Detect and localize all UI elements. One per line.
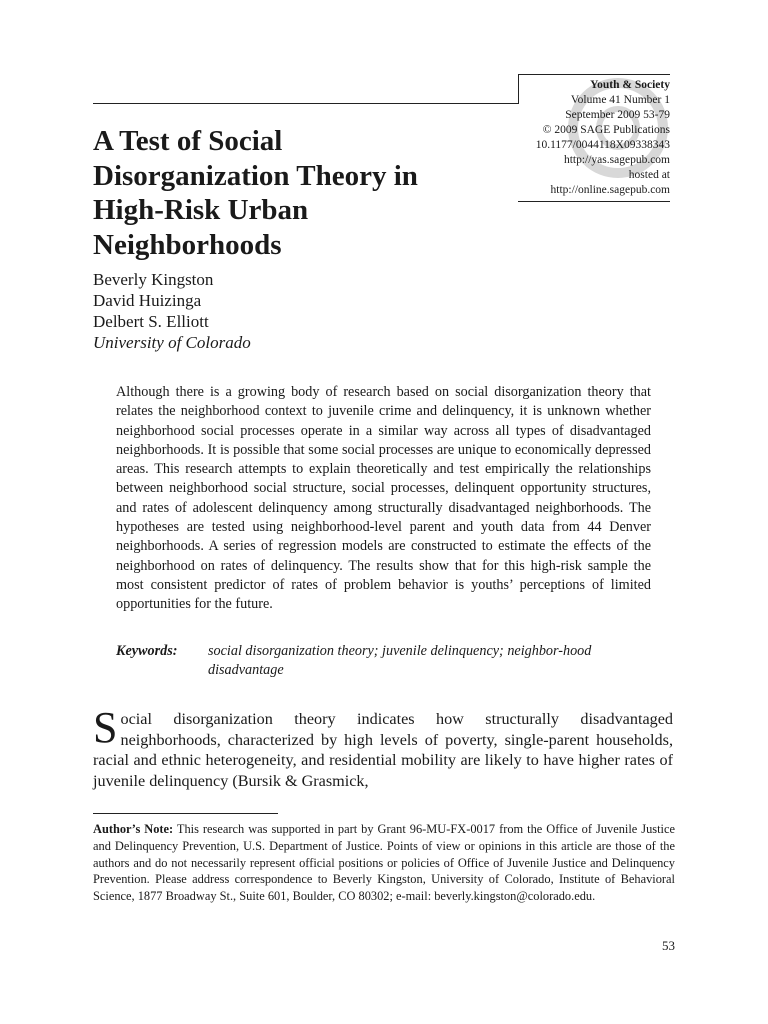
body-paragraph	[93, 703, 673, 791]
header-rule	[93, 103, 519, 104]
footnote-rule	[93, 813, 278, 814]
title-line: Neighborhoods	[93, 228, 282, 261]
journal-url[interactable]: http://yas.sagepub.com	[563, 154, 670, 166]
title-line: A Test of Social	[93, 125, 283, 157]
author-affiliation: University of Colorado	[93, 333, 251, 352]
author-note	[93, 821, 675, 905]
article-title	[93, 124, 513, 262]
journal-date-pages: September 2009 53-79	[565, 109, 670, 121]
author-name: Beverly Kingston	[93, 270, 214, 289]
journal-host-url[interactable]: http://online.sagepub.com	[550, 184, 670, 196]
keywords-label: Keywords:	[116, 643, 178, 659]
journal-volume: Volume 41 Number 1	[570, 94, 670, 106]
journal-name: Youth & Society	[590, 79, 670, 91]
body-text: ocial disorganization theory indicates how structurally disadvantaged neighborhoods, characterized by high levels of poverty, single-parent households, racial and ethnic heterogeneity, and residential mobility are likely to have higher rates of juvenile delinquency (Bursik & Grasmick,	[93, 710, 673, 790]
abstract: Although there is a growing body of research based on social disorganization theory that relates the neighborhood context to juvenile crime and delinquency, it is unknown whether neighborhood social processes operate in a similar way across all types of disadvantaged neighborhoods. It is possible that some social processes are unique to economically depressed areas. This research attempts to explain theoretically and test empirically the relationships between neighborhood social structure, social processes, delinquent opportunity structures, and rates of adolescent delinquency among structurally disadvantaged neighborhoods. The hypotheses are tested using neighborhood-level parent and youth data from 44 Denver neighborhoods. A series of regression models are constructed to estimate the effects of the neighborhood on rates of delinquency. The results show that for this high-risk sample the most consistent predictor of rates of problem behavior is youths’ perceptions of limited opportunities for the future.	[116, 384, 651, 613]
keywords-text: social disorganization theory; juvenile delinquency; neighbor-hood disadvantage	[208, 643, 592, 678]
title-line: High-Risk Urban	[93, 194, 309, 226]
author-note-label: Author’s Note:	[93, 822, 174, 836]
author-name: Delbert S. Elliott	[93, 312, 209, 331]
journal-info	[500, 78, 670, 198]
journal-hosted: hosted at	[628, 169, 670, 181]
author-name: David Huizinga	[93, 291, 202, 310]
page-number: 53	[662, 938, 675, 953]
author-list	[93, 269, 251, 353]
author-note-text: This research was supported in part by Grant 96-MU-FX-0017 from the Office of Juvenile Justice and Delinquency Prevention, U.S. Department of Justice. Points of view or opinions in this article are those of the authors and do not necessarily represent official positions or policies of Office of Juvenile Justice and Delinquency Prevention. Please address correspondence to Beverly Kingston, University of Colorado, Institute of Behavioral Science, 1877 Broadway St., Suite 601, Boulder, CO 80302; e-mail: beverly.kingston@colorado.edu.	[93, 822, 675, 904]
drop-cap: S	[93, 703, 118, 752]
journal-box-top-rule	[518, 74, 670, 75]
journal-copyright: © 2009 SAGE Publications	[542, 124, 670, 136]
title-line: Disorganization Theory in	[93, 159, 418, 192]
journal-doi[interactable]: 10.1177/0044118X09338343	[535, 139, 670, 151]
journal-box-bottom-rule	[518, 201, 670, 202]
